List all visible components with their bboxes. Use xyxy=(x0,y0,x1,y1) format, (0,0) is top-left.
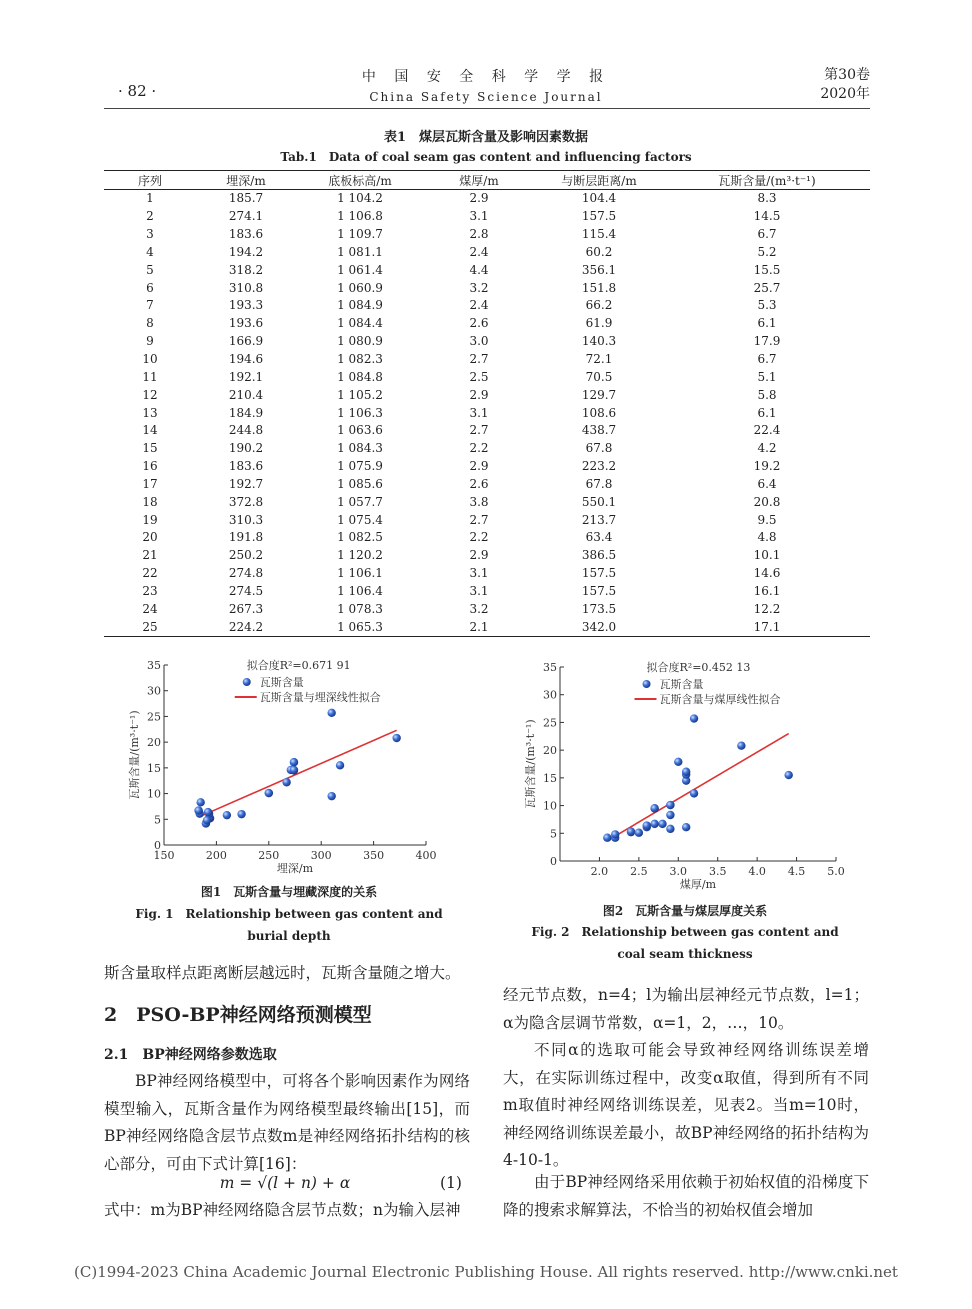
table-cell: 2.6 xyxy=(469,316,489,331)
table-cell: 250.2 xyxy=(228,548,264,563)
caption-line: Fig. 2 Relationship between gas content and xyxy=(531,925,839,939)
volume-info xyxy=(812,66,870,104)
table-cell: 14.5 xyxy=(753,209,781,224)
table-cell: 1 106.1 xyxy=(337,566,383,581)
y-axis-label: 瓦斯含量/(m³·t⁻¹) xyxy=(524,719,537,809)
data-point xyxy=(690,789,698,797)
volume: 第30卷 xyxy=(824,67,870,83)
header-rule xyxy=(104,108,870,109)
year: 2020年 xyxy=(820,86,870,102)
table-row xyxy=(104,529,870,547)
table-cell: 6.7 xyxy=(757,352,777,367)
table-row xyxy=(104,476,870,494)
table-cell: 1 084.4 xyxy=(337,316,383,331)
table-cell: 2.9 xyxy=(469,548,489,563)
x-tick-label: 350 xyxy=(363,849,385,862)
table-cell: 3 xyxy=(146,227,154,242)
table-cell: 1 060.9 xyxy=(337,280,383,295)
table-cell: 386.5 xyxy=(581,548,617,563)
table-cell: 16.1 xyxy=(753,583,781,598)
data-point xyxy=(203,816,211,824)
data-point xyxy=(327,709,335,717)
data-point xyxy=(682,823,690,831)
col-header: 瓦斯含量/(m³·t⁻¹) xyxy=(664,171,870,190)
table-cell: 192.1 xyxy=(228,369,264,384)
table-cell: 13 xyxy=(142,405,158,420)
data-point xyxy=(603,834,611,842)
table-cell: 2.4 xyxy=(469,298,489,313)
table-row xyxy=(104,190,870,208)
table-cell: 115.4 xyxy=(581,227,617,242)
table-cell: 3.1 xyxy=(469,405,489,420)
table-row xyxy=(104,458,870,476)
y-axis-label: 瓦斯含量/(m³·t⁻¹) xyxy=(128,710,141,800)
table-cell: 2.5 xyxy=(469,369,489,384)
x-tick-label: 4.5 xyxy=(787,865,806,878)
y-tick-label: 30 xyxy=(543,688,557,702)
table-cell: 4.4 xyxy=(469,262,489,277)
table-cell: 1 109.7 xyxy=(337,227,383,242)
table-cell: 3.8 xyxy=(469,494,489,509)
page-number: · 82 · xyxy=(118,82,157,100)
y-tick-label: 15 xyxy=(543,771,557,785)
paragraph: 经元节点数，n=4；l为输出层神经元节点数，l=1；α为隐含层调节常数，α=1，2，…，10。 xyxy=(503,986,869,1032)
data-point xyxy=(611,830,619,838)
x-tick-label: 2.0 xyxy=(590,865,609,878)
table-cell: 213.7 xyxy=(581,512,617,527)
table-cell: 1 075.4 xyxy=(337,512,383,527)
table-cell: 1 xyxy=(146,191,154,206)
table-cell: 6.1 xyxy=(757,405,777,420)
figure-1-caption-en xyxy=(104,903,474,947)
fit-line xyxy=(615,734,788,837)
table-cell: 2.4 xyxy=(469,244,489,259)
table-cell: 1 104.2 xyxy=(337,191,383,206)
table-cell: 6.7 xyxy=(757,227,777,242)
fit-annotation: 拟合度R²=0.452 13 xyxy=(646,661,751,674)
table-cell: 3.1 xyxy=(469,209,489,224)
table-cell: 60.2 xyxy=(585,244,613,259)
table-cell: 22.4 xyxy=(753,423,781,438)
paragraph: 斯含量取样点距离断层越远时，瓦斯含量随之增大。 xyxy=(104,964,461,982)
table-row xyxy=(104,600,870,618)
table-cell: 6.4 xyxy=(757,476,777,491)
table-row xyxy=(104,351,870,369)
table-cell: 61.9 xyxy=(585,316,613,331)
x-tick-label: 300 xyxy=(310,849,332,862)
table-cell: 9.5 xyxy=(757,512,777,527)
table-cell: 5.8 xyxy=(757,387,777,402)
table-cell: 193.3 xyxy=(228,298,264,313)
data-point xyxy=(690,714,698,722)
figure-1-chart xyxy=(120,655,450,880)
data-point xyxy=(658,820,666,828)
table-cell: 17.9 xyxy=(753,334,781,349)
table-cell: 190.2 xyxy=(228,441,264,456)
table-cell: 3.1 xyxy=(469,583,489,598)
table-cell: 4.8 xyxy=(757,530,777,545)
table-cell: 1 081.1 xyxy=(337,244,383,259)
table-row xyxy=(104,440,870,458)
table-cell: 310.3 xyxy=(228,512,264,527)
x-tick-label: 2.5 xyxy=(630,865,648,878)
table-cell: 184.9 xyxy=(228,405,264,420)
formula-number: (1) xyxy=(440,1174,462,1192)
caption-line: coal seam thickness xyxy=(617,947,753,961)
data-point xyxy=(635,829,643,837)
table-cell: 194.2 xyxy=(228,244,264,259)
table-cell: 140.3 xyxy=(581,334,617,349)
figure-2-chart xyxy=(510,655,855,900)
fit-annotation: 拟合度R²=0.671 91 xyxy=(246,659,351,672)
table-cell: 66.2 xyxy=(585,298,613,313)
table-row xyxy=(104,333,870,351)
table-row xyxy=(104,422,870,440)
data-point xyxy=(290,766,298,774)
y-tick-label: 5 xyxy=(154,813,161,827)
x-tick-label: 3.5 xyxy=(708,865,727,878)
data-point xyxy=(194,806,202,814)
y-tick-label: 35 xyxy=(147,659,161,672)
y-tick-label: 0 xyxy=(154,839,161,852)
journal-title-cn: 中 国 安 全 科 学 学 报 xyxy=(361,69,611,85)
table-cell: 1 120.2 xyxy=(337,548,383,563)
fit-line xyxy=(201,730,397,816)
table-cell: 1 106.3 xyxy=(337,405,383,420)
table-row xyxy=(104,244,870,262)
table-row xyxy=(104,547,870,565)
data-point xyxy=(666,801,674,809)
paragraph: 不同α的选取可能会导致神经网络训练误差增大，在实际训练过程中，改变α取值，得到所有不同m取值时神经网络训练误差，见表2。当m=10时，神经网络训练误差最小，故BP神经网络的拓扑结构为4-10-1。 xyxy=(503,1041,869,1169)
table-cell: 8 xyxy=(146,316,154,331)
table-row xyxy=(104,315,870,333)
table-cell: 15.5 xyxy=(753,262,781,277)
table-cell: 274.1 xyxy=(228,209,264,224)
table-cell: 310.8 xyxy=(228,280,264,295)
formula: m = √(l + n) + α xyxy=(219,1174,351,1192)
caption-line: burial depth xyxy=(247,929,331,943)
table-row xyxy=(104,386,870,404)
table-cell: 72.1 xyxy=(585,352,613,367)
y-tick-label: 20 xyxy=(543,744,557,758)
table-cell: 2.2 xyxy=(469,530,489,545)
table-cell: 2.7 xyxy=(469,423,489,438)
table-cell: 67.8 xyxy=(585,476,613,491)
legend-label: 瓦斯含量 xyxy=(659,678,704,691)
table-cell: 244.8 xyxy=(228,423,264,438)
table-cell: 183.6 xyxy=(228,459,264,474)
table-row xyxy=(104,493,870,511)
table-cell: 1 078.3 xyxy=(337,601,383,616)
data-point xyxy=(196,798,204,806)
paragraph: BP神经网络模型中，可将各个影响因素作为网络模型输入，瓦斯含量作为网络模型最终输出[15]，而BP神经网络隐含层节点数m是神经网络拓扑结构的核心部分，可由下式计算[16]： xyxy=(104,1072,470,1173)
y-tick-label: 10 xyxy=(543,799,557,813)
table-cell: 2.8 xyxy=(469,227,489,242)
table-cell: 7 xyxy=(146,298,154,313)
table-cell: 20.8 xyxy=(753,494,781,509)
y-tick-label: 25 xyxy=(543,716,557,730)
table-cell: 3.2 xyxy=(469,280,489,295)
table-cell: 192.7 xyxy=(228,476,264,491)
table-cell: 11 xyxy=(142,369,158,384)
table-cell: 12 xyxy=(142,387,158,402)
paragraph: 由于BP神经网络采用依赖于初始权值的沿梯度下降的搜索求解算法，不恰当的初始权值会增加 xyxy=(503,1173,869,1219)
table-cell: 6 xyxy=(146,280,154,295)
y-tick-label: 20 xyxy=(147,736,161,750)
table-cell: 157.5 xyxy=(581,209,617,224)
table-cell: 17 xyxy=(142,476,158,491)
table-cell: 1 075.9 xyxy=(337,459,383,474)
table-caption-cn: 表1 煤层瓦斯含量及影响因素数据 xyxy=(383,130,589,145)
y-tick-label: 30 xyxy=(147,684,161,698)
table-cell: 356.1 xyxy=(581,262,617,277)
table-cell: 157.5 xyxy=(581,566,617,581)
table-cell: 22 xyxy=(142,566,158,581)
table-cell: 1 063.6 xyxy=(337,423,383,438)
x-tick-label: 150 xyxy=(153,849,175,862)
table-cell: 550.1 xyxy=(581,494,617,509)
data-point xyxy=(650,804,658,812)
table-cell: 1 105.2 xyxy=(337,387,383,402)
table-cell: 1 106.4 xyxy=(337,583,383,598)
table-cell: 16 xyxy=(142,459,158,474)
table-cell: 2.9 xyxy=(469,191,489,206)
table-row xyxy=(104,511,870,529)
table-cell: 4 xyxy=(146,244,154,259)
data-point xyxy=(643,821,651,829)
col-header: 序列 xyxy=(104,171,196,190)
table-cell: 14 xyxy=(142,423,158,438)
data-point xyxy=(223,811,231,819)
table-cell: 25.7 xyxy=(753,280,781,295)
col-header: 煤厚/m xyxy=(424,171,534,190)
table-cell: 2.9 xyxy=(469,459,489,474)
table-cell: 1 082.3 xyxy=(337,352,383,367)
table-cell: 3.1 xyxy=(469,566,489,581)
table-cell: 3.0 xyxy=(469,334,489,349)
table-cell: 2.1 xyxy=(424,618,534,636)
table-cell: 19.2 xyxy=(753,459,781,474)
table-row xyxy=(104,261,870,279)
table-cell: 194.6 xyxy=(228,352,264,367)
data-point xyxy=(674,758,682,766)
y-tick-label: 15 xyxy=(147,761,161,775)
legend-label: 瓦斯含量与埋深线性拟合 xyxy=(259,691,381,704)
table-cell: 151.8 xyxy=(581,280,617,295)
data-point xyxy=(204,808,212,816)
table-cell: 104.4 xyxy=(581,191,617,206)
data-point xyxy=(392,734,400,742)
table-cell: 108.6 xyxy=(581,405,617,420)
table-cell: 129.7 xyxy=(581,387,617,402)
table-cell: 17.1 xyxy=(664,618,870,636)
x-tick-label: 250 xyxy=(258,849,280,862)
table-cell: 2 xyxy=(146,209,154,224)
table-cell: 67.8 xyxy=(585,441,613,456)
table-header-row xyxy=(104,171,870,190)
table-cell: 2.6 xyxy=(469,476,489,491)
data-point xyxy=(682,768,690,776)
col-header: 底板标高/m xyxy=(296,171,424,190)
table-cell: 274.5 xyxy=(228,583,264,598)
data-point xyxy=(237,810,245,818)
journal-title-en: China Safety Science Journal xyxy=(369,90,603,104)
legend-label: 瓦斯含量 xyxy=(259,676,304,689)
table-row xyxy=(104,565,870,583)
table-cell: 1 084.8 xyxy=(337,369,383,384)
table-row xyxy=(104,279,870,297)
data-point xyxy=(336,761,344,769)
table-cell: 5.1 xyxy=(757,369,777,384)
table-cell: 63.4 xyxy=(585,530,613,545)
y-tick-label: 25 xyxy=(147,710,161,724)
table-cell: 267.3 xyxy=(228,601,264,616)
table-cell: 24 xyxy=(142,601,158,616)
table-cell: 15 xyxy=(142,441,158,456)
table-cell: 5.3 xyxy=(757,298,777,313)
paragraph: 式中：m为BP神经网络隐含层节点数；n为输入层神 xyxy=(104,1201,461,1219)
table-cell: 10 xyxy=(142,352,158,367)
y-tick-label: 5 xyxy=(550,827,557,841)
data-point xyxy=(327,792,335,800)
table-cell: 2.7 xyxy=(469,512,489,527)
table-cell: 372.8 xyxy=(228,494,264,509)
y-tick-label: 10 xyxy=(147,787,161,801)
table-cell: 185.7 xyxy=(228,191,264,206)
data-point xyxy=(282,778,290,786)
x-tick-label: 4.0 xyxy=(748,865,766,878)
table-cell: 438.7 xyxy=(581,423,617,438)
table-cell: 20 xyxy=(142,530,158,545)
table-cell: 1 106.8 xyxy=(337,209,383,224)
table-cell: 14.6 xyxy=(753,566,781,581)
table-cell: 5.2 xyxy=(757,244,777,259)
table-cell: 183.6 xyxy=(228,227,264,242)
table-cell: 166.9 xyxy=(228,334,264,349)
table-cell: 2.7 xyxy=(469,352,489,367)
table-row xyxy=(104,226,870,244)
y-tick-label: 35 xyxy=(543,661,557,674)
data-point xyxy=(737,742,745,750)
table-cell: 6.1 xyxy=(757,316,777,331)
table-body xyxy=(104,190,870,637)
x-tick-label: 5.0 xyxy=(827,865,845,878)
data-point xyxy=(627,827,635,835)
table-cell: 23 xyxy=(142,583,158,598)
x-tick-label: 200 xyxy=(205,849,227,862)
table-cell: 210.4 xyxy=(228,387,264,402)
table-cell: 5 xyxy=(146,262,154,277)
table-cell: 157.5 xyxy=(581,583,617,598)
table-cell: 4.2 xyxy=(757,441,777,456)
table-cell: 1 065.3 xyxy=(296,618,424,636)
table-row xyxy=(104,297,870,315)
table-cell: 224.2 xyxy=(196,618,296,636)
legend-marker xyxy=(243,678,251,686)
table-cell: 2.2 xyxy=(469,441,489,456)
table-cell: 25 xyxy=(104,618,196,636)
table-row xyxy=(104,368,870,386)
table-cell: 18 xyxy=(142,494,158,509)
data-point xyxy=(290,758,298,766)
copyright-footer: (C)1994-2023 China Academic Journal Electronic Publishing House. All rights reserved. http://www.cnki.net xyxy=(74,1263,898,1281)
table-cell: 1 057.7 xyxy=(337,494,383,509)
data-point xyxy=(784,771,792,779)
x-axis-label: 煤厚/m xyxy=(679,878,717,891)
table-cell: 193.6 xyxy=(228,316,264,331)
table-cell: 19 xyxy=(142,512,158,527)
legend-label: 瓦斯含量与煤厚线性拟合 xyxy=(659,693,781,706)
table-cell: 1 084.3 xyxy=(337,441,383,456)
section-heading: 2 PSO-BP神经网络预测模型 xyxy=(104,1004,372,1026)
x-axis-label: 埋深/m xyxy=(276,862,314,875)
table-cell: 223.2 xyxy=(581,459,617,474)
table-cell: 70.5 xyxy=(585,369,613,384)
table-row xyxy=(104,404,870,422)
table-cell: 10.1 xyxy=(753,548,781,563)
table-cell: 274.8 xyxy=(228,566,264,581)
table-cell: 1 084.9 xyxy=(337,298,383,313)
table-cell: 1 080.9 xyxy=(337,334,383,349)
subsection-heading: 2.1 BP神经网络参数选取 xyxy=(104,1047,277,1063)
col-header: 埋深/m xyxy=(196,171,296,190)
x-tick-label: 400 xyxy=(415,849,437,862)
data-point xyxy=(666,811,674,819)
col-header: 与断层距离/m xyxy=(534,171,664,190)
table-caption-en: Tab.1 Data of coal seam gas content and influencing factors xyxy=(280,150,692,164)
table-row xyxy=(104,618,870,636)
x-tick-label: 3.0 xyxy=(669,865,688,878)
table-cell: 2.9 xyxy=(469,387,489,402)
legend-marker xyxy=(643,680,651,688)
table-cell: 342.0 xyxy=(534,618,664,636)
data-table xyxy=(104,170,870,637)
table-row xyxy=(104,583,870,601)
table-cell: 173.5 xyxy=(581,601,617,616)
data-point xyxy=(666,825,674,833)
table-cell: 318.2 xyxy=(228,262,264,277)
figure-1-caption-cn: 图1 瓦斯含量与埋藏深度的关系 xyxy=(200,885,378,899)
table-cell: 1 082.5 xyxy=(337,530,383,545)
table-cell: 1 085.6 xyxy=(337,476,383,491)
table-cell: 9 xyxy=(146,334,154,349)
table-cell: 3.2 xyxy=(469,601,489,616)
data-point xyxy=(650,820,658,828)
y-tick-label: 0 xyxy=(550,855,557,868)
figure-2-caption-cn: 图2 瓦斯含量与煤层厚度关系 xyxy=(602,904,768,918)
table-cell: 1 061.4 xyxy=(337,262,383,277)
table-cell: 21 xyxy=(142,548,158,563)
table-cell: 12.2 xyxy=(753,601,781,616)
figure-2-caption-en xyxy=(500,921,870,965)
table-cell: 8.3 xyxy=(757,191,777,206)
caption-line: Fig. 1 Relationship between gas content and xyxy=(135,907,443,921)
table-row xyxy=(104,208,870,226)
table-cell: 191.8 xyxy=(228,530,264,545)
data-point xyxy=(265,789,273,797)
